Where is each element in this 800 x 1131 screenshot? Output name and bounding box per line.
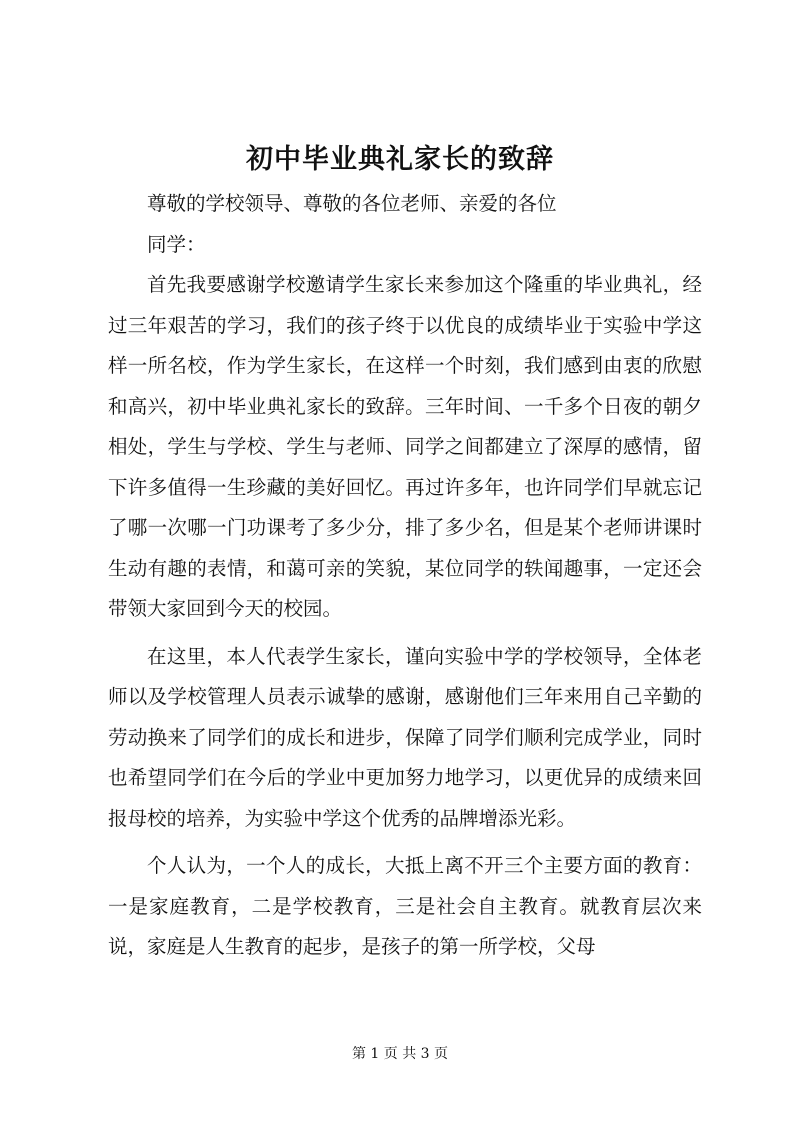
- body-paragraph: 个人认为，一个人的成长，大抵上离不开三个主要方面的教育：一是家庭教育，二是学校教育，三是社会自主教育。就教育层次来说，家庭是人生教育的起步，是孩子的第一所学校，父母: [108, 854, 702, 958]
- document-title: 初中毕业典礼家长的致辞: [246, 144, 554, 175]
- greeting-line: 同学：: [147, 232, 206, 256]
- body-paragraph: 首先我要感谢学校邀请学生家长来参加这个隆重的毕业典礼，经过三年艰苦的学习，我们的孩子终于以优良的成绩毕业于实验中学这样一所名校，作为学生家长，在这样一个时刻，我们感到由衷的欣慰和高兴，初中毕业典礼家长的致辞。三年时间、一千多个日夜的朝夕相处，学生与学校、学生与老师、同学之间都建立了深厚的感情，留下许多值得一生珍藏的美好回忆。再过许多年，也许同学们早就忘记了哪一次哪一门功课考了多少分，排了多少名，但是某个老师讲课时生动有趣的表情，和蔼可亲的笑貌，某位同学的轶闻趣事，一定还会带领大家回到今天的校园。: [108, 273, 702, 620]
- document-body: [108, 184, 702, 968]
- greeting-line: 尊敬的学校领导、尊敬的各位老师、亲爱的各位: [147, 192, 557, 215]
- body-paragraph: 在这里，本人代表学生家长，谨向实验中学的学校领导，全体老师以及学校管理人员表示诚挚的感谢，感谢他们三年来用自己辛勤的劳动换来了同学们的成长和进步，保障了同学们顺利完成学业，同时也希望同学们在今后的学业中更加努力地学习，以更优异的成绩来回报母校的培养，为实验中学这个优秀的品牌增添光彩。: [108, 644, 702, 830]
- page-number-footer: 第 1 页 共 3 页: [351, 1046, 449, 1062]
